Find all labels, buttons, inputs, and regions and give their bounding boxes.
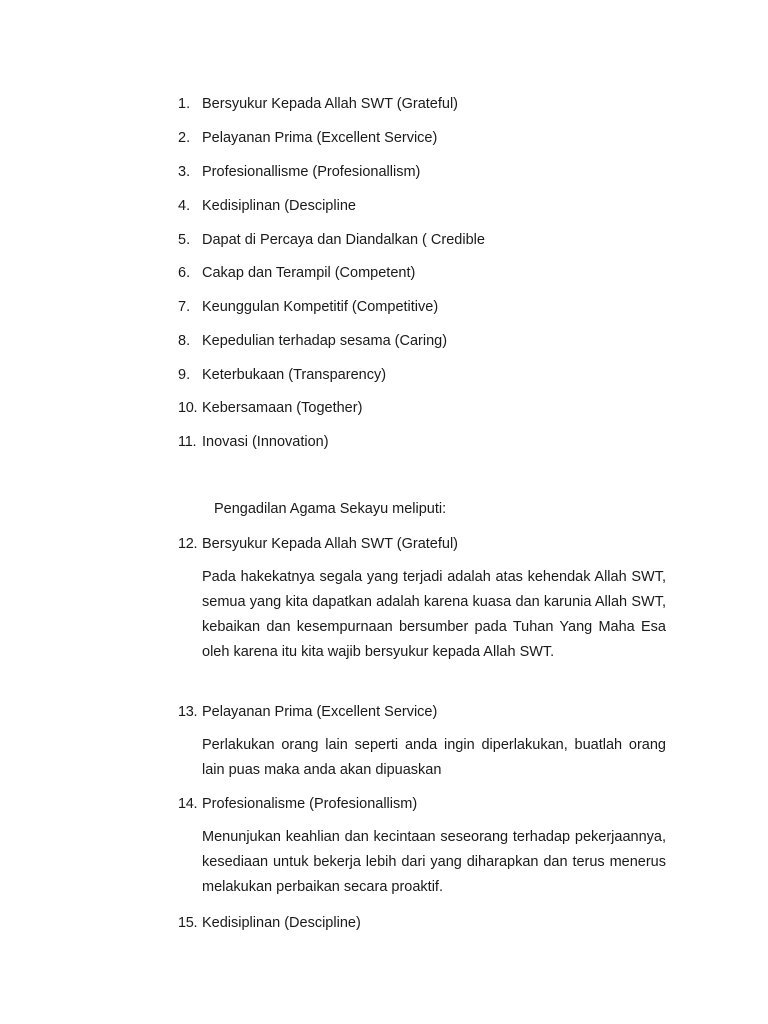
list-label: Dapat di Percaya dan Diandalkan ( Credible bbox=[202, 232, 485, 248]
list-label: Kedisiplinan (Descipline bbox=[202, 198, 356, 214]
list-number: 1. bbox=[178, 96, 191, 112]
list-number: 9. bbox=[178, 367, 191, 383]
list-number: 2. bbox=[178, 130, 191, 146]
item-description: Menunjukan keahlian dan kecintaan seseorang terhadap pekerjaannya, kesediaan untuk bekerja lebih dari yang diharapkan dan terus menerus melakukan perbaikan secara proaktif. bbox=[202, 829, 666, 895]
list-number: 13. bbox=[178, 704, 198, 720]
list-item bbox=[178, 298, 668, 316]
list-item bbox=[178, 366, 668, 384]
item-description: Perlakukan orang lain seperti anda ingin diperlakukan, buatlah orang lain puas maka anda akan dipuaskan bbox=[202, 737, 666, 778]
list-number: 3. bbox=[178, 164, 191, 180]
list-item bbox=[178, 535, 668, 553]
list-item bbox=[178, 264, 668, 282]
list-number: 5. bbox=[178, 232, 191, 248]
list-item bbox=[178, 795, 668, 813]
list-item bbox=[178, 332, 668, 350]
section-intro: Pengadilan Agama Sekayu meliputi: bbox=[214, 501, 447, 517]
list-number: 14. bbox=[178, 796, 198, 812]
list-number: 7. bbox=[178, 299, 191, 315]
list-number: 10. bbox=[178, 400, 198, 416]
list-number: 4. bbox=[178, 198, 191, 214]
list-label: Profesionalisme (Profesionallism) bbox=[202, 796, 418, 812]
list-label: Keunggulan Kompetitif (Competitive) bbox=[202, 299, 439, 315]
list-label: Inovasi (Innovation) bbox=[202, 434, 329, 450]
list-label: Bersyukur Kepada Allah SWT (Grateful) bbox=[202, 536, 459, 552]
item-description: Pada hakekatnya segala yang terjadi adalah atas kehendak Allah SWT, semua yang kita dapatkan adalah karena kuasa dan karunia Allah SWT, kebaikan dan kesempurnaan bersumber pada Tuhan Yang Maha Esa oleh karena itu kita wajib bersyukur kepada Allah SWT. bbox=[202, 569, 666, 660]
list-item bbox=[178, 914, 668, 932]
list-item bbox=[178, 433, 668, 451]
list-label: Pelayanan Prima (Excellent Service) bbox=[202, 704, 438, 720]
list-label: Kepedulian terhadap sesama (Caring) bbox=[202, 333, 448, 349]
list-item bbox=[178, 163, 668, 181]
list-item bbox=[178, 703, 668, 721]
list-number: 8. bbox=[178, 333, 191, 349]
list-item bbox=[178, 95, 668, 113]
list-label: Bersyukur Kepada Allah SWT (Grateful) bbox=[202, 96, 459, 112]
list-item bbox=[178, 129, 668, 147]
list-item bbox=[178, 231, 668, 249]
list-item bbox=[178, 197, 668, 215]
list-label: Pelayanan Prima (Excellent Service) bbox=[202, 130, 438, 146]
list-number: 15. bbox=[178, 915, 198, 931]
list-label: Cakap dan Terampil (Competent) bbox=[202, 265, 416, 281]
list-number: 11. bbox=[178, 434, 197, 450]
list-label: Kebersamaan (Together) bbox=[202, 400, 363, 416]
list-label: Kedisiplinan (Descipline) bbox=[202, 915, 361, 931]
list-number: 12. bbox=[178, 536, 198, 552]
list-label: Keterbukaan (Transparency) bbox=[202, 367, 387, 383]
list-number: 6. bbox=[178, 265, 191, 281]
list-item bbox=[178, 399, 668, 417]
list-label: Profesionallisme (Profesionallism) bbox=[202, 164, 421, 180]
